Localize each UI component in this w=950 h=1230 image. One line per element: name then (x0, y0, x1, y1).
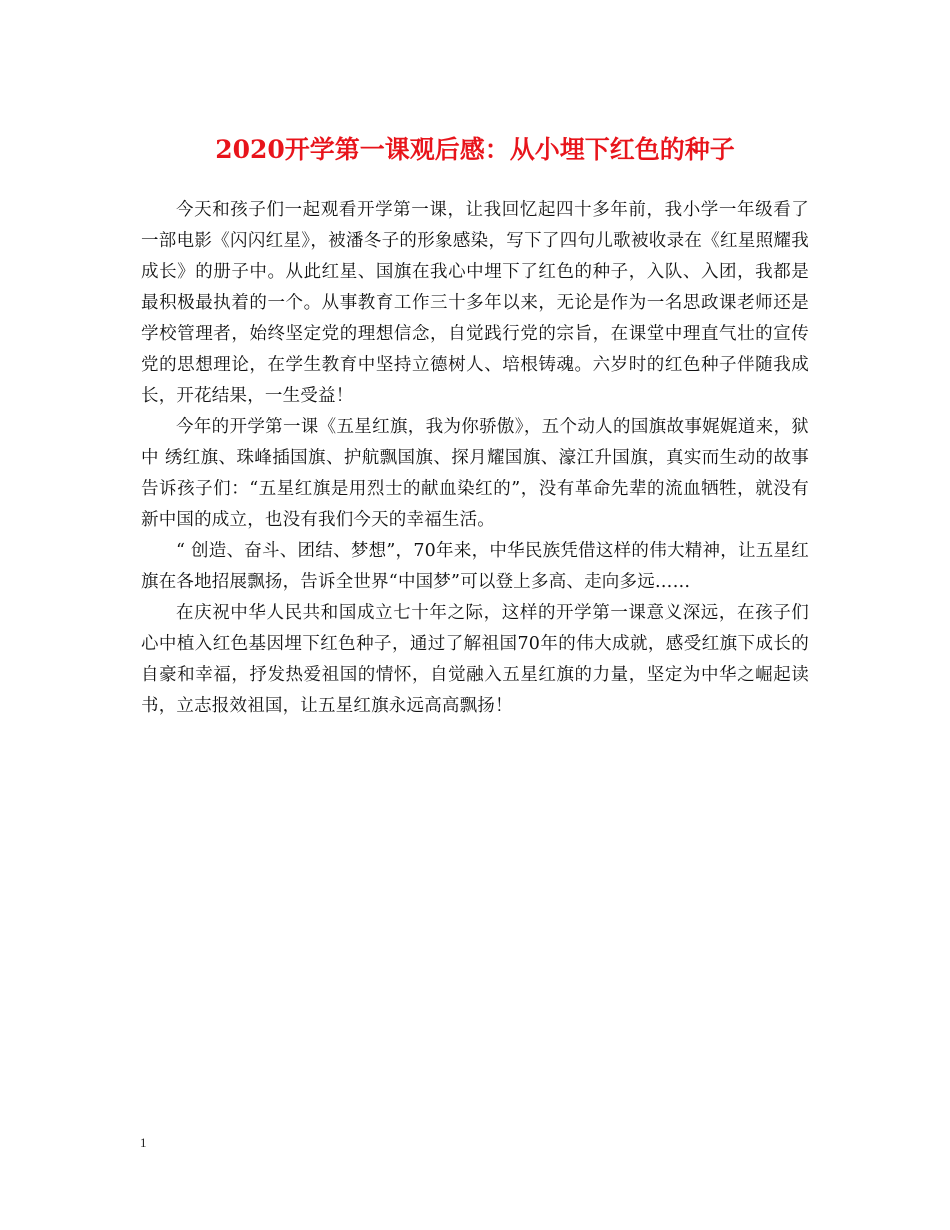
document-body (141, 195, 809, 722)
page-number: 1 (140, 1135, 147, 1150)
document-title: 2020开学第一课观后感：从小埋下红色的种子 (215, 135, 735, 164)
paragraph-3: “ 创造、奋斗、团结、梦想”，70年来，中华民族凭借这样的伟大精神，让五星红旗在各地招展飘扬，告诉全世界“中国梦”可以登上多高、走向多远…… (141, 541, 809, 592)
paragraph-4: 在庆祝中华人民共和国成立七十年之际，这样的开学第一课意义深远，在孩子们心中植入红色基因埋下红色种子，通过了解祖国70年的伟大成就，感受红旗下成长的自豪和幸福，抒发热爱祖国的情怀，自觉融入五星红旗的力量，坚定为中华之崛起读书，立志报效祖国，让五星红旗永远高高飘扬！ (141, 603, 809, 716)
paragraph-1: 今天和孩子们一起观看开学第一课，让我回忆起四十多年前，我小学一年级看了一部电影《闪闪红星》，被潘冬子的形象感染，写下了四句儿歌被收录在《红星照耀我成长》的册子中。从此红星、国旗在我心中埋下了红色的种子，入队、入团，我都是最积极最执着的一个。从事教育工作三十多年以来，无论是作为一名思政课老师还是学校管理者，始终坚定党的理想信念，自觉践行党的宗旨，在课堂中理直气壮的宣传党的思想理论，在学生教育中坚持立德树人、培根铸魂。六岁时的红色种子伴随我成长，开花结果，一生受益！ (141, 200, 809, 406)
paragraph-2: 今年的开学第一课《五星红旗，我为你骄傲》，五个动人的国旗故事娓娓道来，狱中 绣红旗、珠峰插国旗、护航飘国旗、探月耀国旗、濠江升国旗，真实而生动的故事告诉孩子们：“五星红旗是用烈士的献血染红的”，没有革命先辈的流血牺牲，就没有新中国的成立，也没有我们今天的幸福生活。 (141, 417, 809, 530)
